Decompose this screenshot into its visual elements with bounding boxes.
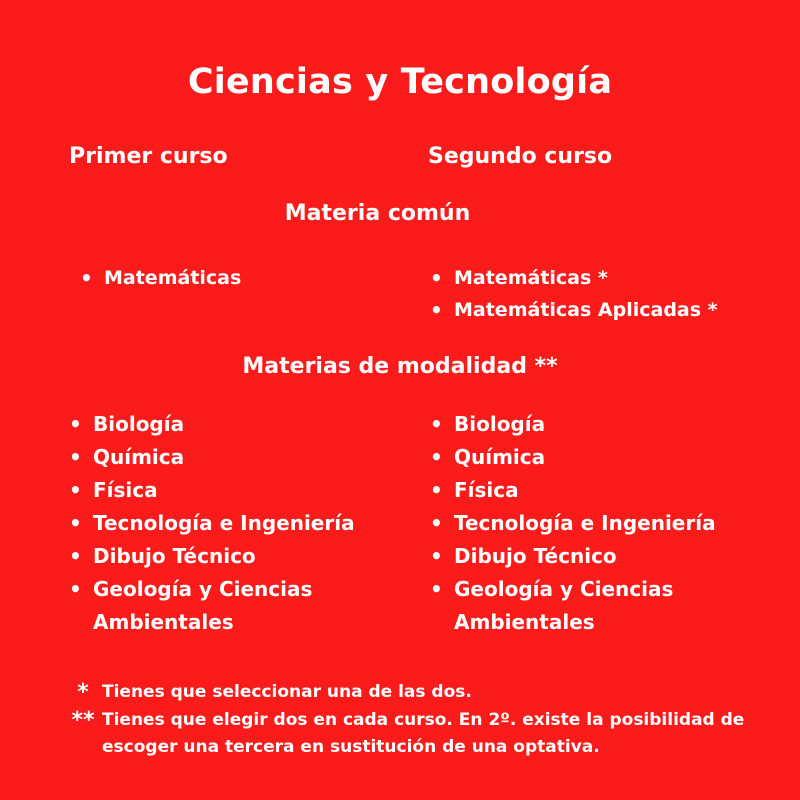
common-subject-heading: Materia común (284, 201, 471, 226)
footnote-text: Tienes que seleccionar una de las dos. (102, 682, 472, 702)
list-item-label: Biología (93, 412, 185, 436)
list-item-label: Física (454, 478, 519, 502)
list-item (430, 408, 770, 441)
bullet-icon: • (430, 544, 443, 568)
list-item-label: Geología y Ciencias Ambientales (93, 577, 313, 634)
first-course-heading: Primer curso (69, 144, 228, 169)
list-item (430, 540, 770, 573)
list-item (69, 573, 409, 639)
modality-subjects-heading: Materias de modalidad ** (242, 354, 558, 379)
list-item-label: Física (93, 478, 158, 502)
common-subjects-second-course (430, 262, 770, 326)
bullet-icon: • (430, 445, 443, 469)
bullet-icon: • (69, 412, 82, 436)
list-item (69, 474, 409, 507)
list-item-label: Matemáticas * (454, 267, 608, 289)
list-item-label: Química (93, 445, 185, 469)
list-item (430, 507, 770, 540)
list-item-label: Matemáticas (104, 267, 242, 289)
list-item-label: Química (454, 445, 546, 469)
footnote-text: Tienes que elegir dos en cada curso. En 2º. existe la posibilidad de escoger una tercera en sustitución de una optativa. (102, 710, 745, 757)
list-item (430, 262, 770, 294)
bullet-icon: • (69, 478, 82, 502)
footnote-double-asterisk (66, 707, 786, 763)
footnote-mark: * (77, 680, 89, 705)
list-item (69, 507, 409, 540)
bullet-icon: • (80, 266, 93, 290)
bullet-icon: • (430, 478, 443, 502)
bullet-icon: • (69, 577, 82, 601)
list-item (69, 540, 409, 573)
modality-subjects-first-course (69, 408, 409, 639)
footnote-mark: ** (71, 708, 95, 733)
bullet-icon: • (69, 445, 82, 469)
list-item (430, 573, 770, 639)
second-course-heading: Segundo curso (428, 144, 613, 169)
list-item (69, 441, 409, 474)
footnote-single-asterisk (66, 679, 786, 706)
list-item-label: Tecnología e Ingeniería (93, 511, 355, 535)
list-item (430, 474, 770, 507)
list-item-label: Geología y Ciencias Ambientales (454, 577, 674, 634)
page-title: Ciencias y Tecnología (187, 62, 613, 102)
list-item-label: Tecnología e Ingeniería (454, 511, 716, 535)
bullet-icon: • (430, 577, 443, 601)
common-subjects-first-course (80, 262, 400, 294)
bullet-icon: • (69, 544, 82, 568)
list-item (80, 262, 400, 294)
list-item-label: Biología (454, 412, 546, 436)
list-item-label: Matemáticas Aplicadas * (454, 299, 718, 321)
bullet-icon: • (69, 511, 82, 535)
list-item (430, 294, 770, 326)
modality-subjects-second-course (430, 408, 770, 639)
bullet-icon: • (430, 511, 443, 535)
bullet-icon: • (430, 412, 443, 436)
list-item-label: Dibujo Técnico (454, 544, 617, 568)
bullet-icon: • (430, 266, 443, 290)
bullet-icon: • (430, 298, 443, 322)
list-item-label: Dibujo Técnico (93, 544, 256, 568)
list-item (430, 441, 770, 474)
list-item (69, 408, 409, 441)
